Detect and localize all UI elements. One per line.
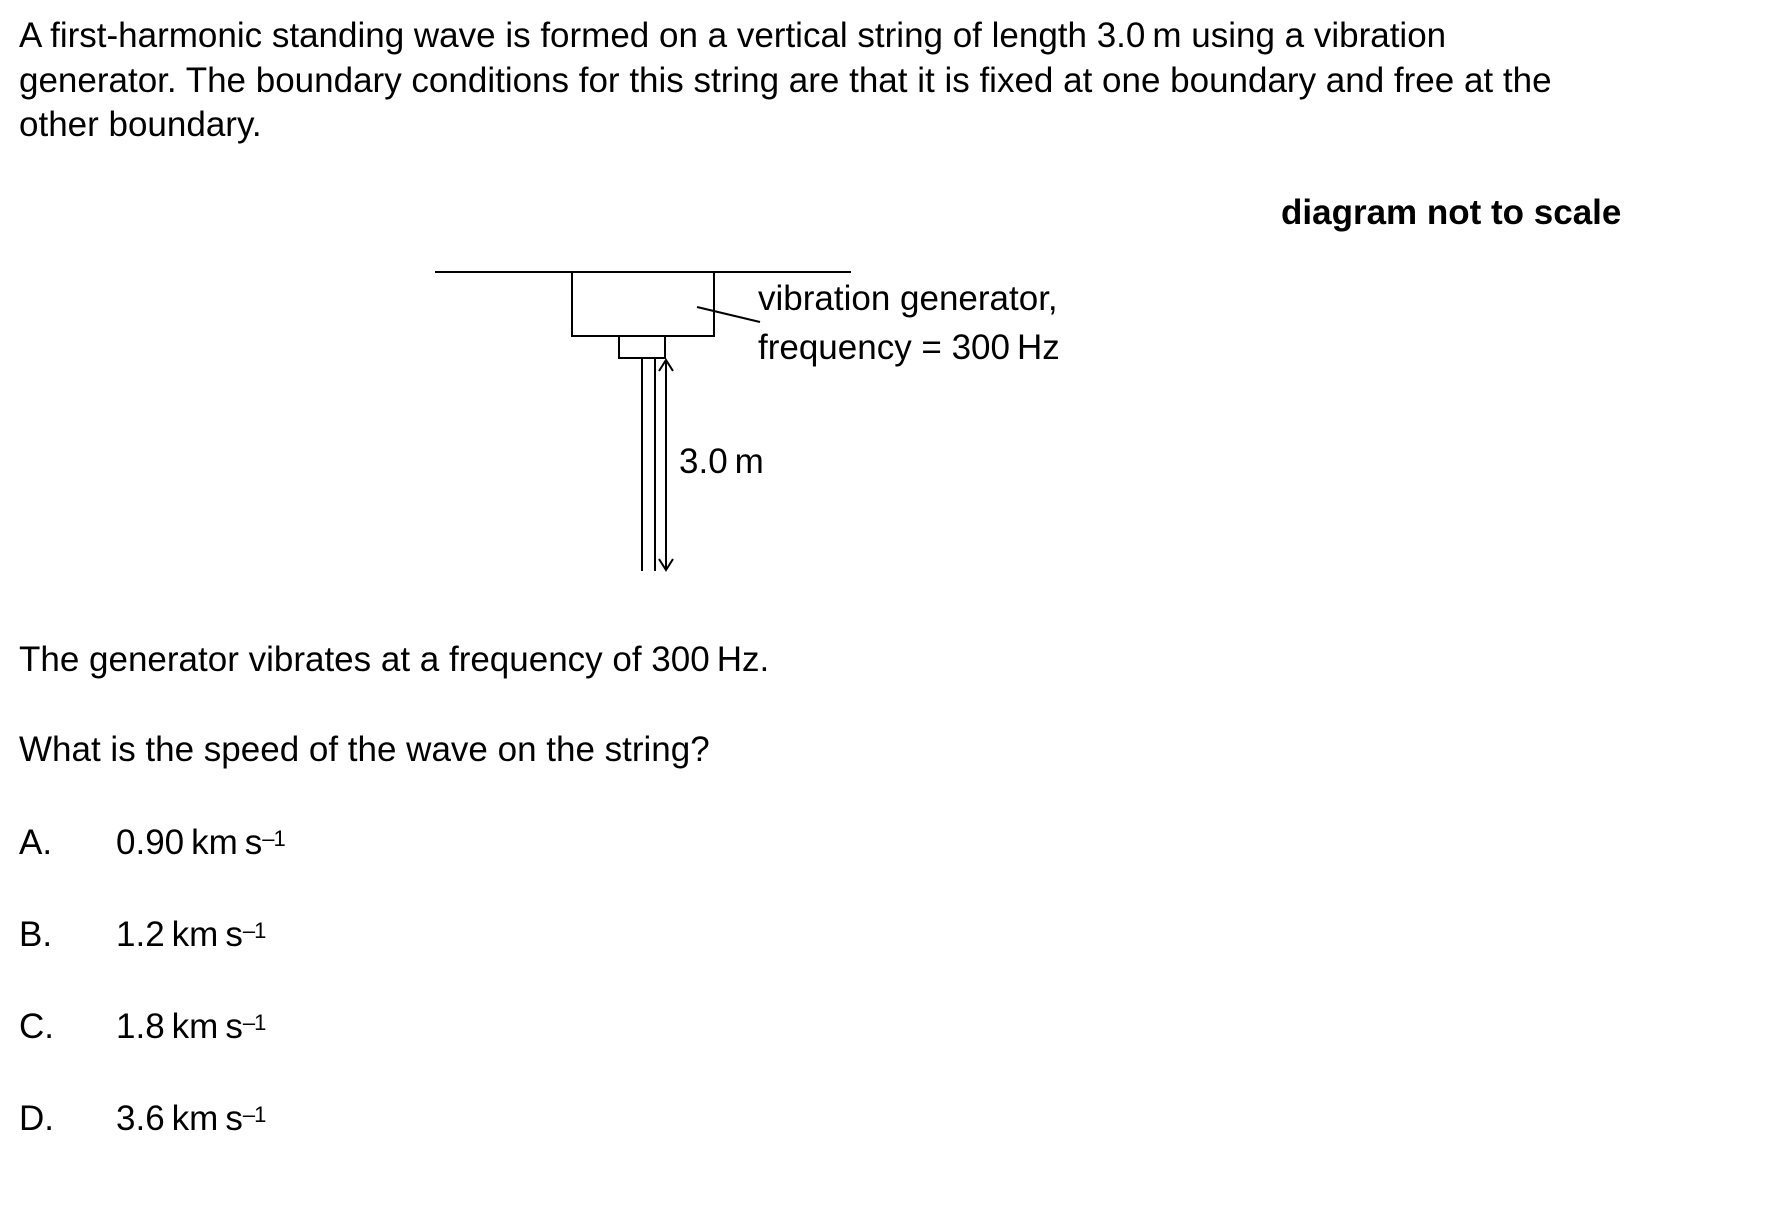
option-answer <box>116 1099 265 1139</box>
option-letter: B. <box>19 915 53 954</box>
option-letter: C. <box>19 1007 54 1046</box>
length-label: 3.0 m <box>679 442 764 481</box>
question-prompt: What is the speed of the wave on the string? <box>19 730 710 769</box>
option-exponent: –1 <box>242 1010 266 1035</box>
option-value: 1.2 km s <box>116 915 243 954</box>
generator-leader-line <box>697 307 760 322</box>
generator-box <box>572 272 714 336</box>
option-answer <box>116 1007 265 1047</box>
option-exponent: –1 <box>242 918 266 943</box>
option-answer <box>116 823 285 863</box>
option-value: 3.6 km s <box>116 1099 243 1138</box>
option-value: 1.8 km s <box>116 1007 243 1046</box>
option-letter: D. <box>19 1099 54 1138</box>
option-letter: A. <box>19 823 53 862</box>
option-value: 0.90 km s <box>116 823 263 862</box>
question-statement: The generator vibrates at a frequency of 300 Hz. <box>19 640 770 679</box>
string-clamp <box>619 336 665 358</box>
option-answer <box>116 915 265 955</box>
generator-label-line2: frequency = 300 Hz <box>758 328 1060 367</box>
option-exponent: –1 <box>242 1102 266 1127</box>
question-intro: A first-harmonic standing wave is formed on a vertical string of length 3.0 m using a vibration generator. The boundary conditions for this string are that it is fixed at one boundary and free at the other boundary. <box>19 16 1552 144</box>
generator-label-line1: vibration generator, <box>758 279 1058 318</box>
diagram-note: diagram not to scale <box>1281 193 1622 232</box>
option-exponent: –1 <box>262 826 285 851</box>
